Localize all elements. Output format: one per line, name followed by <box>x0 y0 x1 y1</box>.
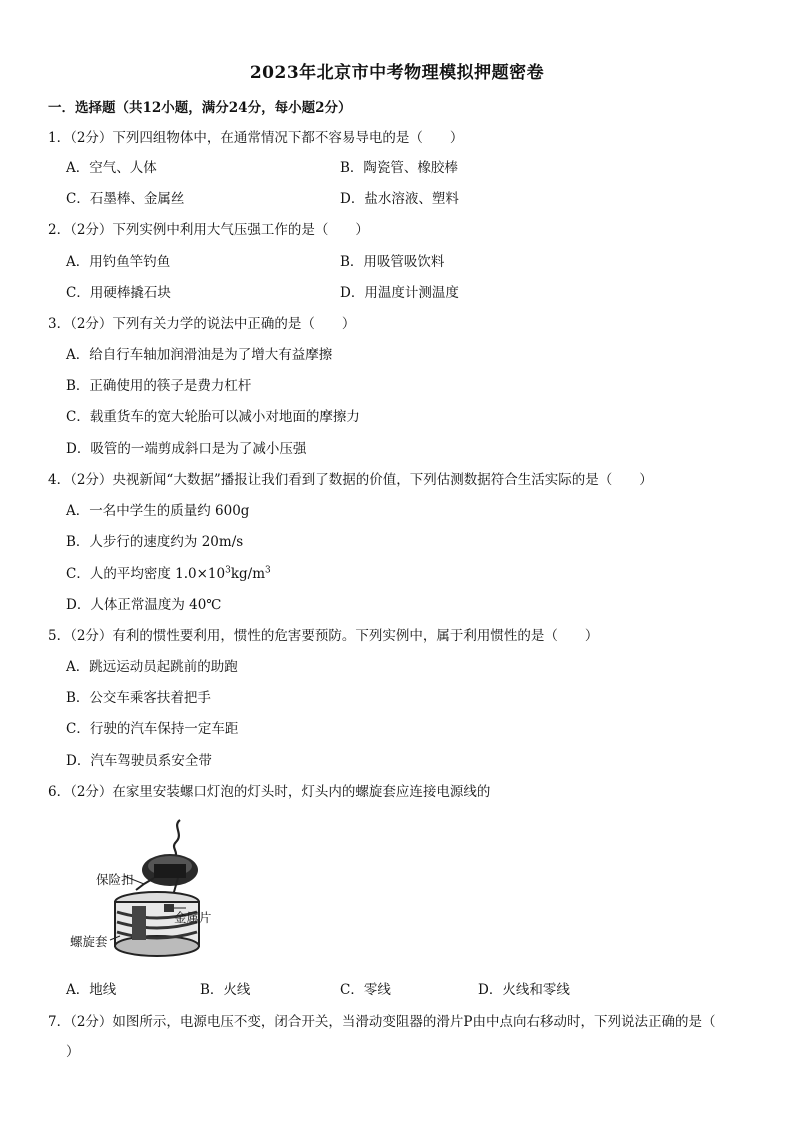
label-metal-tab: 金属片 <box>174 910 212 925</box>
question-2-option-b: B．用吸管吸饮料 <box>340 254 445 270</box>
question-7-stem: 7．（2分）如图所示，电源电压不变，闭合开关，当滑动变阻器的滑片P由中点向右移动时，下列说法正确的是（ <box>48 1014 716 1030</box>
question-1-option-c: C．石墨棒、金属丝 <box>66 191 185 207</box>
question-6-stem: 6．（2分）在家里安装螺口灯泡的灯头时，灯头内的螺旋套应连接电源线的 <box>48 784 491 800</box>
question-5-option-c: C．行驶的汽车保持一定车距 <box>66 721 239 737</box>
label-fuse-clip: 保险扣 <box>96 872 134 887</box>
power-wire <box>174 820 180 858</box>
question-3-option-d: D．吸管的一端剪成斜口是为了减小压强 <box>66 441 307 457</box>
question-4-option-d: D．人体正常温度为 40℃ <box>66 597 222 613</box>
question-6-option-b: B．火线 <box>200 982 251 998</box>
page-title: 2023年北京市中考物理模拟押题密卷 <box>249 63 545 83</box>
question-1-option-a: A．空气、人体 <box>66 160 157 176</box>
lamp-holder-figure <box>62 812 242 962</box>
question-5-option-b: B．公交车乘客扶着把手 <box>66 690 211 706</box>
question-2-option-a: A．用钓鱼竿钓鱼 <box>66 254 171 270</box>
question-2-stem: 2．（2分）下列实例中利用大气压强工作的是（ ） <box>48 222 369 238</box>
question-6-option-d: D．火线和零线 <box>478 982 570 998</box>
question-3-stem: 3．（2分）下列有关力学的说法中正确的是（ ） <box>48 316 356 332</box>
question-4-stem: 4．（2分）央视新闻“大数据”播报让我们看到了数据的价值，下列估测数据符合生活实际的是（ ） <box>48 472 653 488</box>
question-3-option-c: C．载重货车的宽大轮胎可以减小对地面的摩擦力 <box>66 409 360 425</box>
question-2-option-d: D．用温度计测温度 <box>340 285 459 301</box>
question-1-option-d: D．盐水溶液、塑料 <box>340 191 459 207</box>
question-1-option-b: B．陶瓷管、橡胶棒 <box>340 160 458 176</box>
question-4-option-c-exponent: 3 <box>225 565 231 576</box>
fuse-clip-lead <box>136 878 154 890</box>
question-1-stem: 1．（2分）下列四组物体中，在通常情况下都不容易导电的是（ ） <box>48 130 464 146</box>
metal-tab <box>164 904 174 912</box>
question-5-option-d: D．汽车驾驶员系安全带 <box>66 753 212 769</box>
question-4-option-c-unit: kg/m <box>230 566 265 582</box>
question-3-option-b: B．正确使用的筷子是费力杠杆 <box>66 378 252 394</box>
question-6-option-c: C．零线 <box>340 982 391 998</box>
question-4-option-c-text: C．人的平均密度 1.0×10 <box>66 566 226 582</box>
question-4-option-a: A．一名中学生的质量约 600g <box>66 503 250 519</box>
question-7-stem-continued: ） <box>66 1044 80 1060</box>
question-4-option-b: B．人步行的速度约为 20m/s <box>66 534 244 550</box>
question-3-option-a: A．给自行车轴加润滑油是为了增大有益摩擦 <box>66 347 333 363</box>
question-5-option-a: A．跳远运动员起跳前的助跑 <box>66 659 238 675</box>
question-5-stem: 5．（2分）有利的惯性要利用，惯性的危害要预防。下列实例中，属于利用惯性的是（ ） <box>48 628 599 644</box>
question-6-option-a: A．地线 <box>66 982 117 998</box>
question-4-option-c-unit-exponent: 3 <box>265 565 271 576</box>
question-4-option-c <box>66 564 271 584</box>
question-2-option-c: C．用硬棒撬石块 <box>66 285 171 301</box>
section-heading: 一．选择题（共12小题，满分24分，每小题2分） <box>48 100 352 116</box>
label-screw-sleeve: 螺旋套 <box>70 934 108 949</box>
